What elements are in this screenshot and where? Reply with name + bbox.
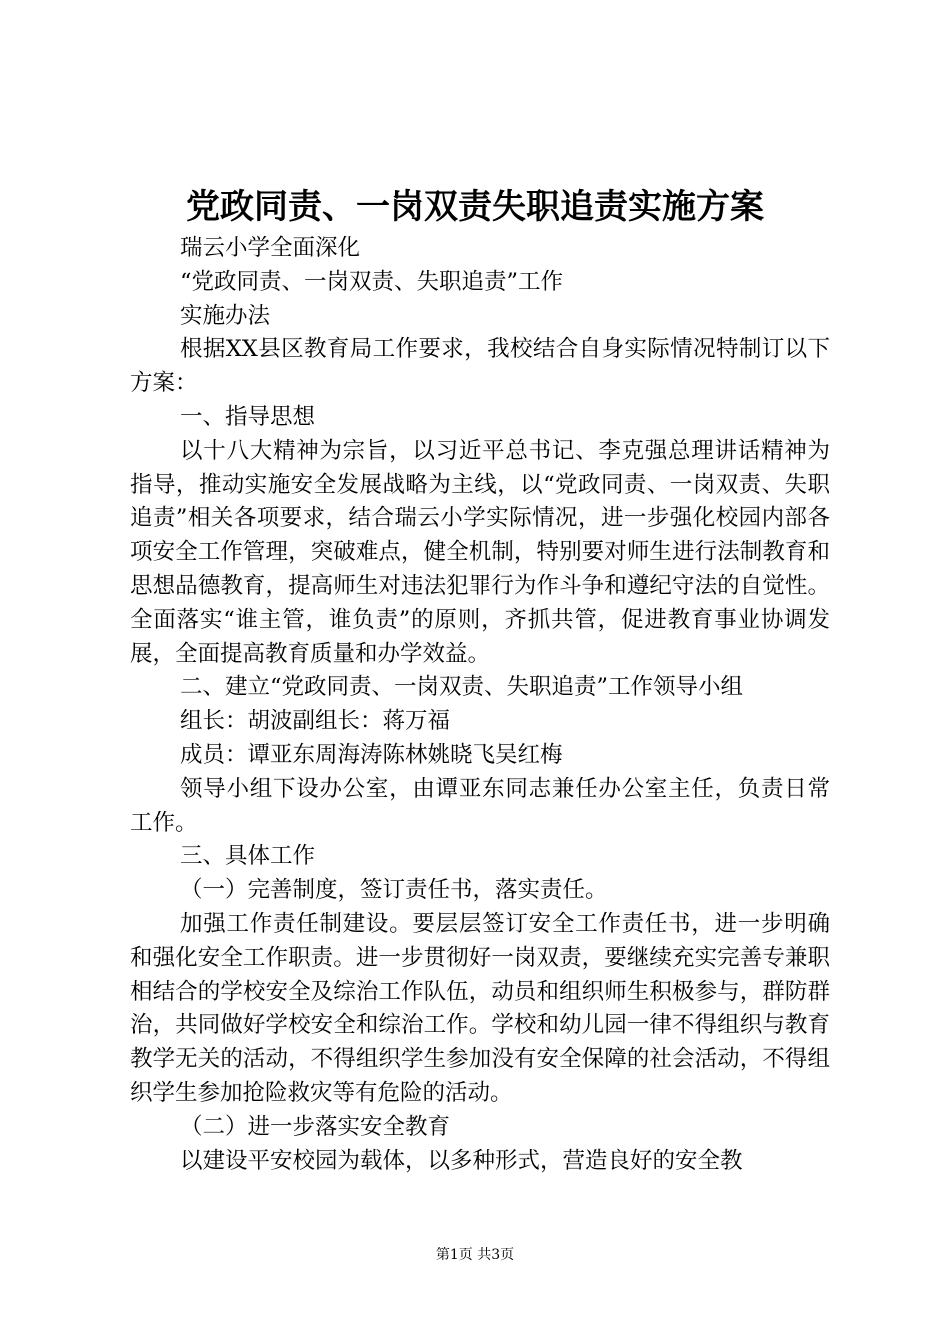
section-heading: 二、建立“党政同责、一岗双责、失职追责”工作领导小组 — [180, 674, 744, 701]
document-body — [130, 232, 830, 1178]
paragraph: 以建设平安校园为载体，以多种形式，营造良好的安全教 — [180, 1147, 743, 1174]
paragraph: 加强工作责任制建设。要层层签订安全工作责任书，进一步明确和强化安全工作职责。进一步贯彻好一岗双责，要继续充实完善专兼职相结合的学校安全及综治工作队伍，动员和组织师生积极参与，群防群治，共同做好学校安全和综治工作。学校和幼儿园一律不得组织与教育教学无关的活动，不得组织学生参加没有安全保障的社会活动，不得组织学生参加抢险救灾等有危险的活动。 — [130, 910, 830, 1106]
subsection-heading: （一）完善制度，签订责任书，落实责任。 — [180, 877, 608, 904]
document-title: 党政同责、一岗双责失职追责实施方案 — [186, 187, 764, 227]
paragraph: “党政同责、一岗双责、失职追责”工作 — [180, 268, 564, 295]
paragraph: 领导小组下设办公室，由谭亚东同志兼任办公室主任，负责日常工作。 — [130, 775, 830, 836]
page-number-footer: 第1页 共3页 — [435, 1247, 515, 1263]
section-heading: 一、指导思想 — [180, 403, 316, 430]
paragraph: 以十八大精神为宗旨，以习近平总书记、李克强总理讲话精神为指导，推动实施安全发展战略为主线，以“党政同责、一岗双责、失职追责”相关各项要求，结合瑞云小学实际情况，进一步强化校园内部各项安全工作管理，突破难点，健全机制，特别要对师生进行法制教育和思想品德教育，提高师生对违法犯罪行为作斗争和遵纪守法的自觉性。全面落实“谁主管，谁负责”的原则，齐抓共管，促进教育事业协调发展，全面提高教育质量和办学效益。 — [130, 437, 830, 667]
subsection-heading: （二）进一步落实安全教育 — [180, 1113, 451, 1140]
section-heading: 三、具体工作 — [180, 843, 316, 870]
paragraph: 根据XX县区教育局工作要求，我校结合自身实际情况特制订以下方案： — [130, 336, 830, 397]
paragraph: 瑞云小学全面深化 — [180, 235, 361, 261]
paragraph: 组长：胡波副组长：蒋万福 — [180, 708, 451, 735]
paragraph: 实施办法 — [180, 302, 271, 329]
paragraph: 成员：谭亚东周海涛陈林姚晓飞吴红梅 — [180, 741, 563, 768]
